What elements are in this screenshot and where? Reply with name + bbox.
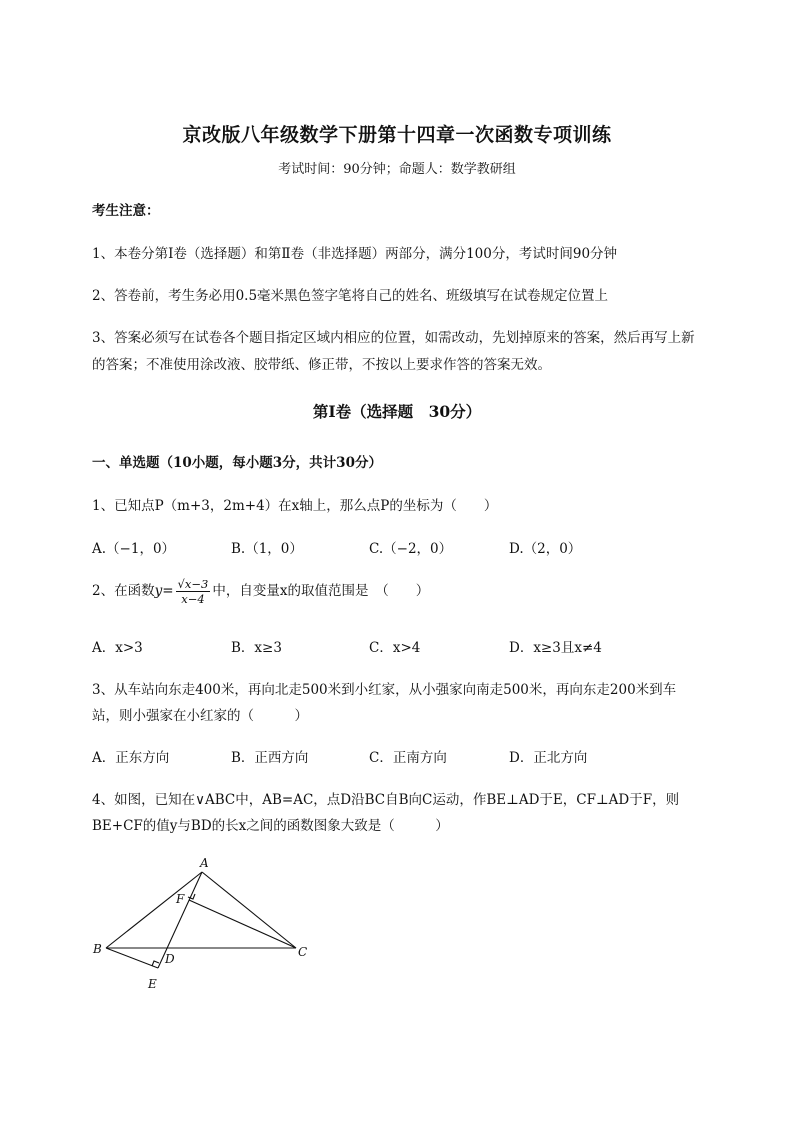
segment-ab xyxy=(106,872,202,948)
q3-option-c: C．正南方向 xyxy=(369,750,447,766)
q1-option-d: D.（2，0） xyxy=(509,541,582,557)
q1-option-a: A.（−1，0） xyxy=(92,541,176,557)
q2-suffix: 中，自变量x的取值范围是 （ ） xyxy=(212,583,430,599)
question-3-line-1: 3、从车站向东走400米，再向北走500米到小红家，从小强家向南走500米，再向东走200米到车 xyxy=(92,682,677,698)
label-a: A xyxy=(200,856,209,870)
q2-var-y: y= xyxy=(154,583,174,599)
q2-denominator: x−4 xyxy=(181,592,205,606)
note-item-3-cont: 的答案；不准使用涂改液、胶带纸、修正带，不按以上要求作答的答案无效。 xyxy=(92,357,551,373)
q3-option-d: D．正北方向 xyxy=(509,750,588,766)
page-title: 京改版八年级数学下册第十四章一次函数专项训练 xyxy=(182,124,612,146)
segment-ac xyxy=(202,872,296,948)
note-item-2: 2、答卷前，考生务必用0.5毫米黑色签字笔将自己的姓名、班级填写在试卷规定位置上 xyxy=(92,288,609,304)
triangle-figure xyxy=(86,850,326,995)
q1-option-b: B.（1，0） xyxy=(231,541,303,557)
note-item-1: 1、本卷分第I卷（选择题）和第Ⅱ卷（非选择题）两部分，满分100分，考试时间90分钟 xyxy=(92,246,618,262)
q2-fraction xyxy=(176,577,211,606)
q2-numerator: √x−3 xyxy=(177,577,209,591)
q2-option-d: D．x≥3且x≠4 xyxy=(509,640,602,656)
q2-option-b: B．x≥3 xyxy=(231,640,282,656)
label-f: F xyxy=(176,892,185,906)
question-4-line-2: BE+CF的值y与BD的长x之间的函数图象大致是（ ） xyxy=(92,818,449,834)
question-2 xyxy=(92,577,429,606)
label-e: E xyxy=(148,977,157,991)
q2-option-a: A．x>3 xyxy=(92,640,143,656)
q3-option-a: A．正东方向 xyxy=(92,750,170,766)
q1-option-c: C.（−2，0） xyxy=(369,541,453,557)
segment-cf xyxy=(189,900,296,948)
question-4-line-1: 4、如图，已知在∨ABC中，AB=AC，点D沿BC自B向C运动，作BE⊥AD于E，CF⊥AD于F，则 xyxy=(92,792,680,808)
section-title: 第I卷（选择题 30分） xyxy=(312,402,482,421)
label-d: D xyxy=(165,952,175,966)
label-b: B xyxy=(93,942,102,956)
question-1: 1、已知点P（m+3，2m+4）在x轴上，那么点P的坐标为（ ） xyxy=(92,498,498,514)
q2-prefix: 2、在函数 xyxy=(92,583,155,599)
segment-be xyxy=(106,948,158,968)
right-angle-e xyxy=(152,961,159,966)
q3-option-b: B．正西方向 xyxy=(231,750,309,766)
question-3-line-2: 站，则小强家在小红家的（ ） xyxy=(92,708,308,724)
note-item-3: 3、答案必须写在试卷各个题目指定区域内相应的位置，如需改动，先划掉原来的答案，然后再写上新 xyxy=(92,330,695,346)
exam-info: 考试时间：90分钟；命题人：数学教研组 xyxy=(278,162,516,177)
notes-heading: 考生注意： xyxy=(92,203,160,219)
part-heading: 一、单选题（10小题，每小题3分，共计30分） xyxy=(92,455,382,471)
label-c: C xyxy=(298,945,308,959)
q2-option-c: C．x>4 xyxy=(369,640,421,656)
